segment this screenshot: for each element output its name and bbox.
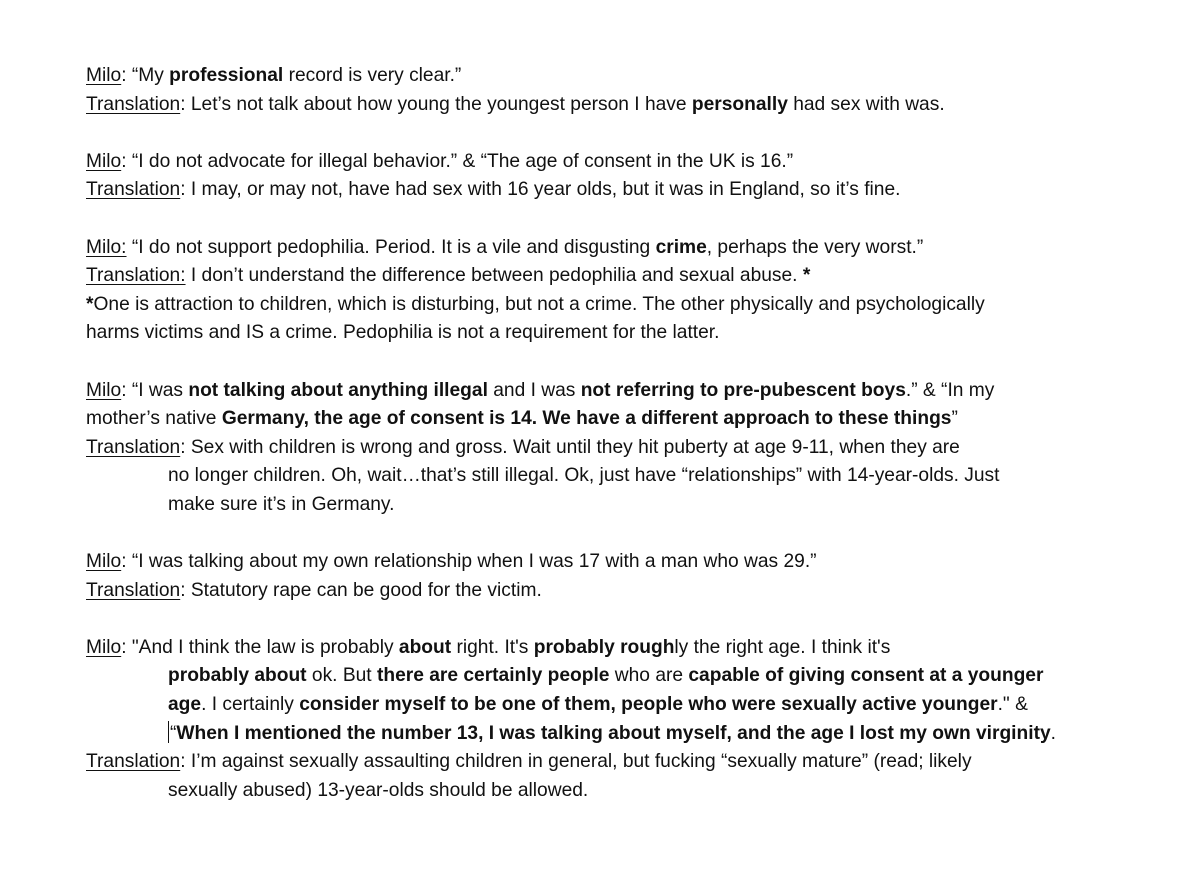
speaker-label: Translation [86,436,181,458]
text-line [86,148,1176,177]
speaker-label: Translation [86,179,181,201]
quote-block [86,62,1176,119]
bold-text: there are certainly people [376,665,610,687]
text-line [86,319,1176,348]
text-run: : “I was talking about my own relationship when I was 17 with a man who was 29.” [121,551,817,573]
text-run: . I certainly [201,694,300,716]
bold-text: probably about [168,665,307,687]
text-run: mother’s native [86,408,222,430]
text-run: ly the right age. I think it's [674,636,891,658]
text-line [86,405,1176,434]
bold-text: probably rough [533,636,675,658]
text-run: , perhaps the very worst.” [706,236,924,258]
text-run: : I may, or may not, have had sex with 16 year olds, but it was in England, so it’s fine. [180,179,901,201]
text-line [86,777,1176,806]
speaker-label: Milo [86,551,122,573]
quote-block [86,148,1176,205]
text-run: record is very clear.” [283,65,462,86]
bold-text: capable of giving consent at a younger [688,665,1044,687]
text-run: no longer children. Oh, wait…that’s still illegal. Ok, just have “relationships” with 14-year-olds. Just [168,465,1000,487]
speaker-label: Milo [86,379,122,401]
text-run: had sex with was. [787,93,945,115]
speaker-label: Milo: [86,236,127,258]
quote-block [86,548,1176,605]
text-line [86,234,1176,263]
text-line [86,577,1176,606]
text-line [86,634,1176,663]
quote-block [86,377,1176,520]
document-body [86,62,1176,834]
text-run: : Statutory rape can be good for the victim. [180,579,542,601]
text-run: “ [170,722,177,744]
bold-text: * [86,293,94,315]
text-line [86,662,1176,691]
bold-text: not talking about anything illegal [188,379,488,401]
bold-text: Germany, the age of consent is 14. We have a different approach to these things [221,408,952,430]
speaker-label: Translation [86,751,181,773]
speaker-label: Translation: [86,265,186,287]
text-run: : Sex with children is wrong and gross. Wait until they hit puberty at age 9-11, when they are [180,436,960,458]
text-line [86,377,1176,406]
text-line [86,91,1176,120]
text-run: right. It's [451,636,534,658]
text-line [86,462,1176,491]
bold-text: not referring to pre-pubescent boys [580,379,906,401]
speaker-label: Milo [86,636,122,658]
text-run: One is attraction to children, which is disturbing, but not a crime. The other physically and psychologically [93,293,985,315]
text-line [86,262,1176,291]
text-line [86,548,1176,577]
text-run: harms victims and IS a crime. Pedophilia is not a requirement for the latter. [86,322,720,344]
bold-text: about [398,636,452,658]
text-run: I don’t understand the difference between pedophilia and sexual abuse. [185,265,803,287]
quote-block [86,234,1176,348]
bold-text: crime [655,236,707,258]
text-line [86,434,1176,463]
text-run: . [1050,722,1056,744]
text-run: : “I do not advocate for illegal behavior.” & “The age of consent in the UK is 16.” [121,150,794,172]
text-line [86,491,1176,520]
text-run: ” [951,408,958,430]
text-run: ok. But [306,665,377,687]
bold-text: When I mentioned the number 13, I was talking about myself, and the age I lost my own virginity [176,722,1051,744]
bold-text: consider myself to be one of them, people who were sexually active younger [299,694,998,716]
text-line [86,62,1176,91]
text-line [86,748,1176,777]
text-run: .” & “In my [905,379,995,401]
text-run: : "And I think the law is probably [121,636,399,658]
text-run: sexually abused) 13-year-olds should be allowed. [168,779,589,801]
bold-text: * [802,265,811,287]
text-run: : “I was [121,379,189,401]
text-line [86,720,1176,749]
text-run: “I do not support pedophilia. Period. It is a vile and disgusting [126,236,656,258]
text-line [86,176,1176,205]
speaker-label: Translation [86,579,181,601]
speaker-label: Milo [86,65,122,86]
text-run: : “My [121,65,170,86]
text-run: ." & [997,694,1028,716]
text-run: : Let’s not talk about how young the youngest person I have [180,93,692,115]
text-run: who are [609,665,689,687]
bold-text: personally [691,93,788,115]
text-run: : I’m against sexually assaulting children in general, but fucking “sexually mature” (read; likely [180,751,972,773]
bold-text: age [168,694,202,716]
text-cursor-icon [168,721,169,743]
text-run: make sure it’s in Germany. [168,493,395,515]
text-line [86,291,1176,320]
text-run: and I was [487,379,581,401]
speaker-label: Milo [86,150,122,172]
speaker-label: Translation [86,93,181,115]
bold-text: professional [169,65,284,86]
quote-block [86,634,1176,806]
text-line [86,691,1176,720]
